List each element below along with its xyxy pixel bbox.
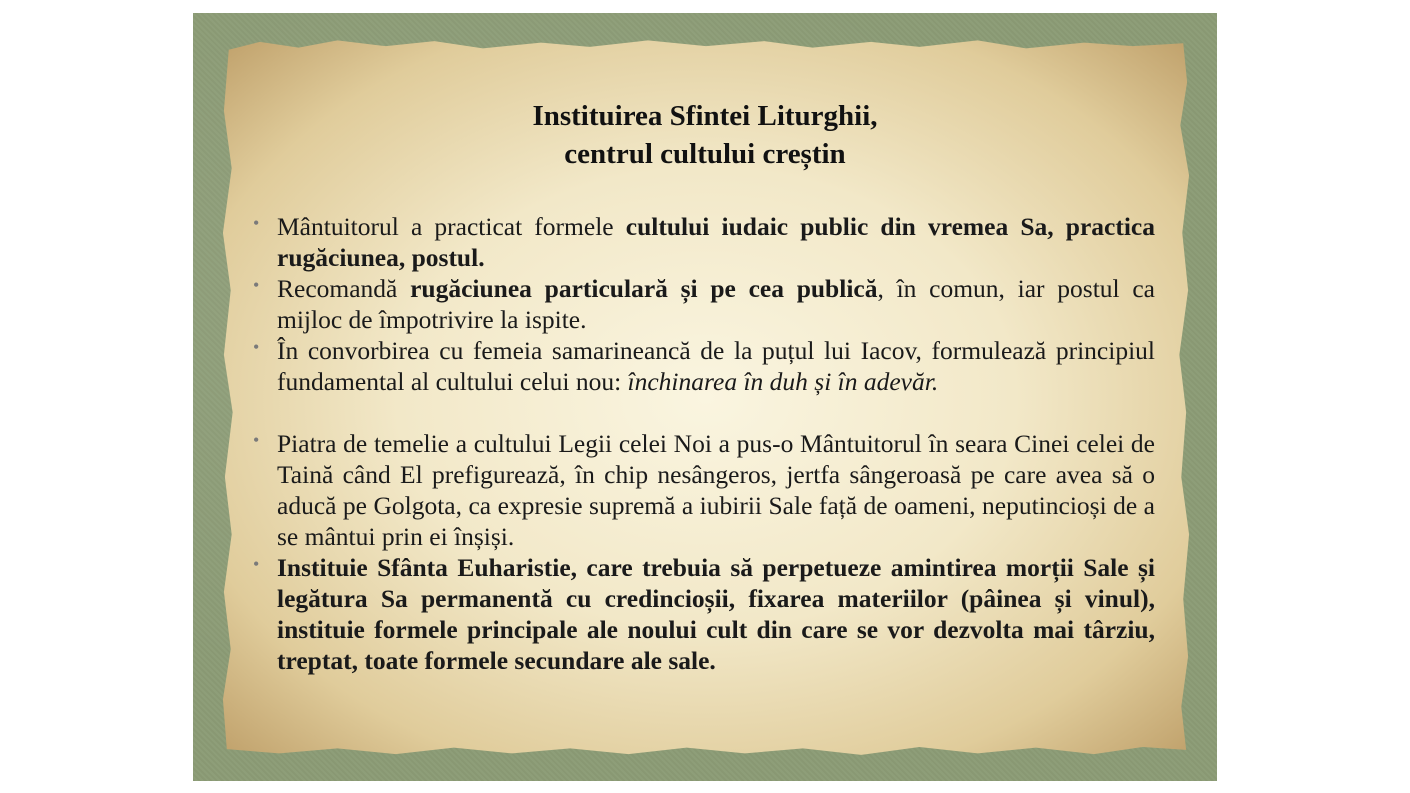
bullet-item bbox=[253, 552, 1155, 676]
bullet-item bbox=[253, 335, 1155, 397]
slide-title-line-1: Instituirea Sfintei Liturghii, bbox=[532, 100, 878, 132]
bullet-text-run: Mântuitorul a practicat formele bbox=[277, 212, 626, 241]
bullet-text-run: Recomandă bbox=[277, 274, 411, 303]
slide bbox=[193, 13, 1217, 781]
bullet-text-run: cultului iudaic public din vremea Sa, practica rugăciunea, postul. bbox=[277, 212, 1156, 272]
bullet-icon: • bbox=[253, 213, 260, 233]
bullet-item bbox=[253, 273, 1155, 335]
bullet-icon: • bbox=[253, 430, 260, 450]
bullet-text-run: Instituie Sfânta Euharistie, care trebuia să perpetueze amintirea morții Sale și legătura Sa permanentă cu credincioșii, fixarea materiilor (pâinea și vinul), instituie formele principale ale noului cult din care se vor dezvolta mai târziu, treptat, toate formele secundare ale sale. bbox=[277, 553, 1155, 675]
bullet-list bbox=[253, 211, 1156, 676]
bullet-item bbox=[253, 428, 1155, 552]
bullet-item bbox=[253, 211, 1156, 273]
bullet-text-run: închinarea în duh și în adevăr. bbox=[627, 367, 939, 396]
bullet-text-run: Piatra de temelie a cultului Legii celei Noi a pus-o Mântuitorul în seara Cinei celei de Taină când El prefigurează, în chip nesângeros, jertfa sângeroasă pe care avea să o aducă pe Golgota, ca expresie supremă a iubirii Sale față de oameni, neputincioși de a se mântui prin ei înșiși. bbox=[277, 429, 1155, 551]
bullet-icon: • bbox=[253, 275, 260, 295]
bullet-icon: • bbox=[253, 554, 260, 574]
bullet-text-run: În convorbirea cu femeia samarineancă de la puțul lui Iacov, formulează principiul fundamental al cultului celui nou: bbox=[277, 336, 1155, 396]
slide-title-line-2: centrul cultului creștin bbox=[564, 138, 846, 170]
bullet-text-run: rugăciunea particulară și pe cea publică bbox=[410, 274, 878, 303]
bullet-text-run: , în comun, iar postul ca mijloc de împotrivire la ispite. bbox=[277, 274, 1155, 334]
bullet-icon: • bbox=[253, 337, 260, 357]
